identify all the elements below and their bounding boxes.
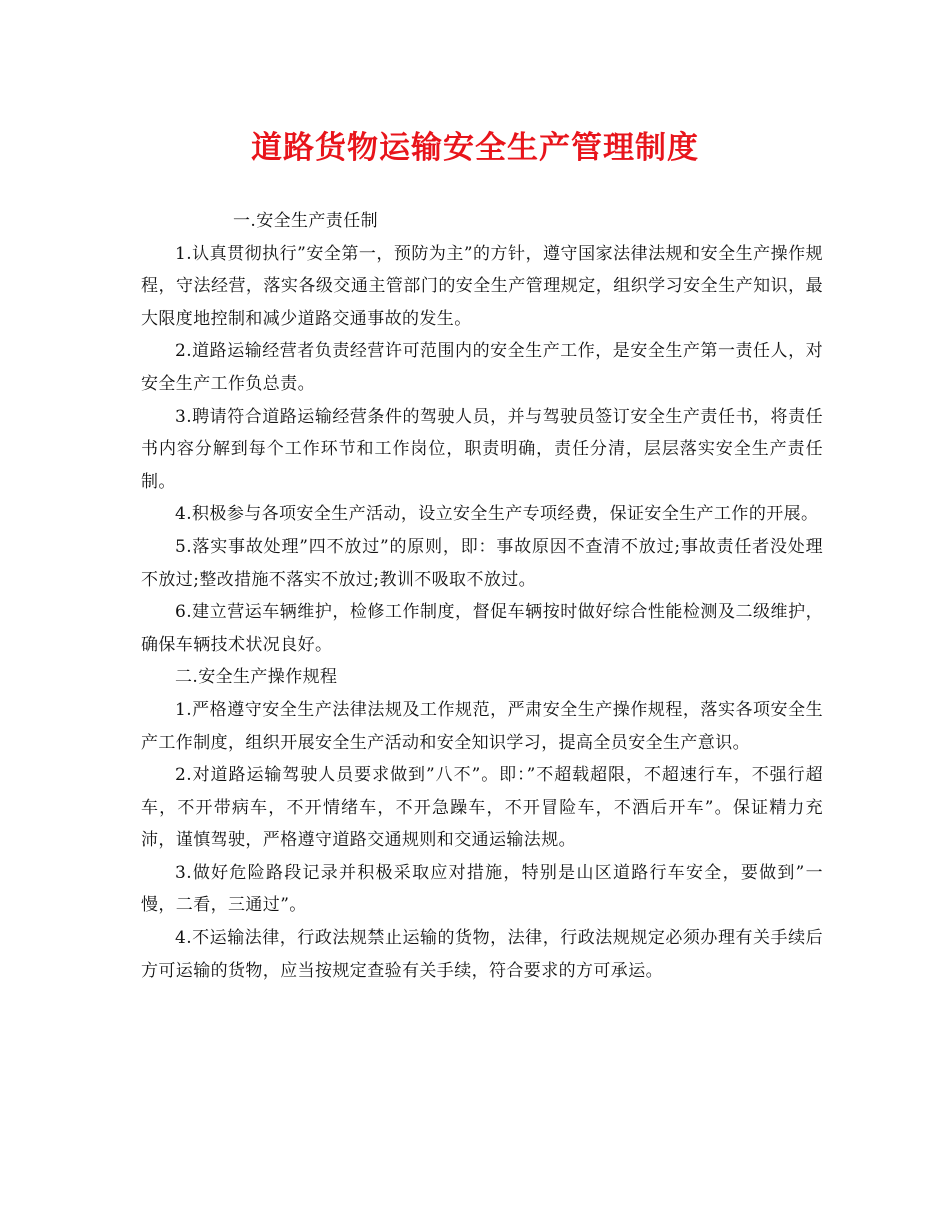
section-1-paragraph-2: 2.道路运输经营者负责经营许可范围内的安全生产工作，是安全生产第一责任人，对安全生产工作负总责。 [141,341,823,394]
section-1-paragraph-3: 3.聘请符合道路运输经营条件的驾驶人员，并与驾驶员签订安全生产责任书，将责任书内容分解到每个工作环节和工作岗位，职责明确，责任分清，层层落实安全生产责任制。 [141,406,823,492]
section-2-paragraph-2: 2.对道路运输驾驶人员要求做到”八不”。即：”不超载超限，不超速行车，不强行超车，不开带病车，不开情绪车，不开急躁车，不开冒险车，不酒后开车”。保证精力充沛，谨慎驾驶，严格遵守道路交通规则和交通运输法规。 [141,765,823,851]
document-body [141,205,823,987]
section-2-paragraph-3: 3.做好危险路段记录并积极采取应对措施，特别是山区道路行车安全，要做到”一慢，二看，三通过”。 [141,862,823,916]
document-title: 道路货物运输安全生产管理制度 [251,130,699,166]
section-heading-2: 二.安全生产操作规程 [175,667,338,688]
section-heading-1: 一.安全生产责任制 [233,211,379,231]
section-1-paragraph-4: 4.积极参与各项安全生产活动，设立安全生产专项经费，保证安全生产工作的开展。 [175,504,819,525]
section-2-paragraph-4: 4.不运输法律，行政法规禁止运输的货物，法律，行政法规规定必须办理有关手续后方可运输的货物，应当按规定查验有关手续，符合要求的方可承运。 [141,928,823,981]
section-2-paragraph-1: 1.严格遵守安全生产法律法规及工作规范，严肃安全生产操作规程，落实各项安全生产工作制度，组织开展安全生产活动和安全知识学习，提高全员安全生产意识。 [141,699,823,753]
section-1-paragraph-1: 1.认真贯彻执行”安全第一，预防为主”的方针，遵守国家法律法规和安全生产操作规程，守法经营，落实各级交通主管部门的安全生产管理规定，组织学习安全生产知识，最大限度地控制和减少道路交通事故的发生。 [141,243,823,329]
section-1-paragraph-6: 6.建立营运车辆维护，检修工作制度，督促车辆按时做好综合性能检测及二级维护，确保车辆技术状况良好。 [141,602,823,655]
section-1-paragraph-5: 5.落实事故处理”四不放过”的原则，即：事故原因不查清不放过;事故责任者没处理不放过;整改措施不落实不放过;教训不吸取不放过。 [141,536,823,590]
